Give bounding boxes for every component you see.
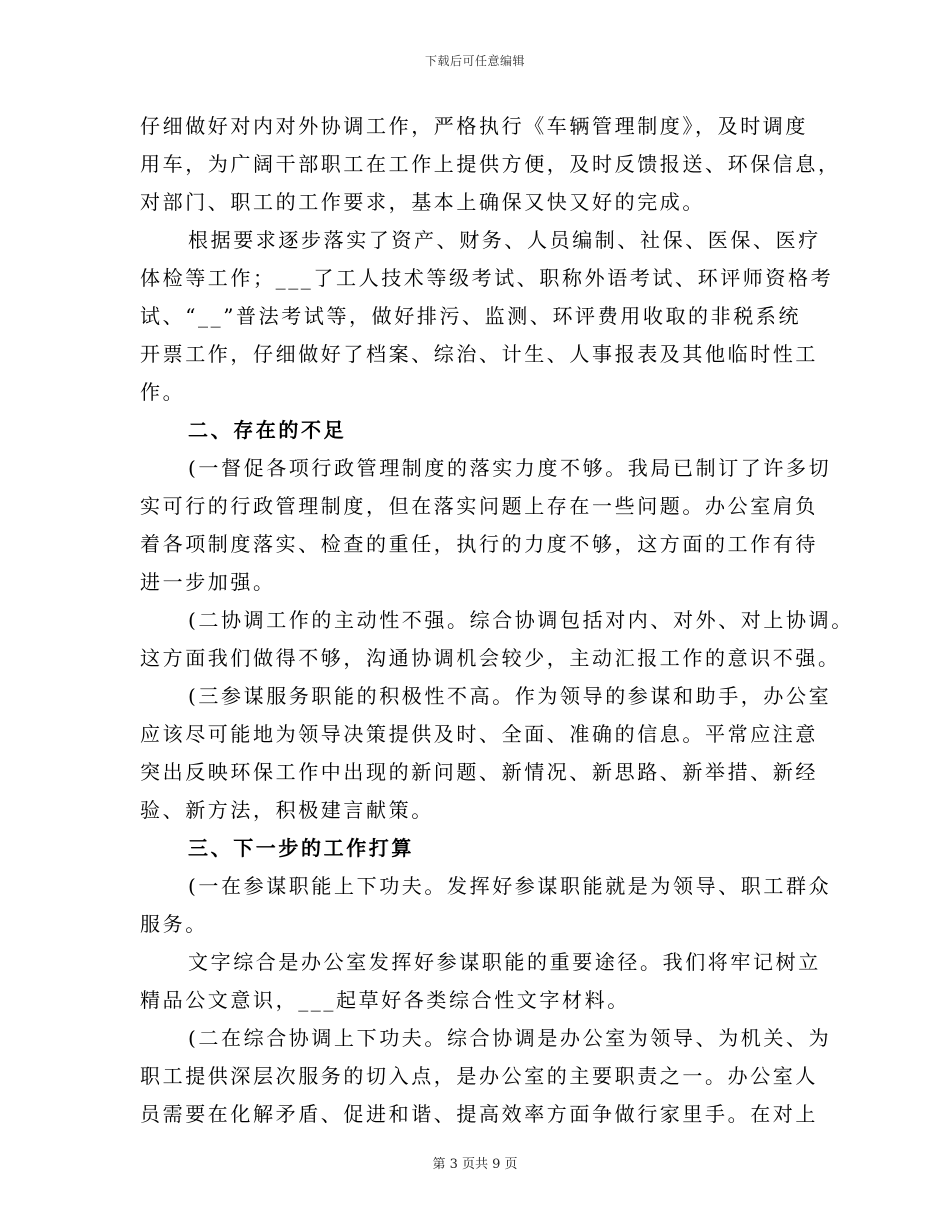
text-line: 这方面我们做得不够，沟通协调机会较少，主动汇报工作的意识不强。	[140, 646, 841, 670]
text-line: 进一步加强。	[140, 570, 276, 594]
text-line: 试、“__”普法考试等，做好排污、监测、环评费用收取的非税系统	[140, 304, 802, 328]
text-line: (二在综合协调上下功夫。综合协调是办公室为领导、为机关、为	[188, 1026, 832, 1050]
text-line: 文字综合是办公室发挥好参谋职能的重要途径。我们将牢记树立	[188, 950, 821, 974]
text-line: 开票工作，仔细做好了档案、综治、计生、人事报表及其他临时性工	[140, 342, 818, 366]
page-number-footer: 第 3 页共 9 页	[432, 1157, 518, 1172]
text-line: (一在参谋职能上下功夫。发挥好参谋职能就是为领导、职工群众	[188, 874, 832, 898]
text-line: 实可行的行政管理制度，但在落实问题上存在一些问题。办公室肩负	[140, 494, 818, 518]
text-line: (二协调工作的主动性不强。综合协调包括对内、对外、对上协调。	[188, 608, 854, 632]
text-line: 着各项制度落实、检查的重任，执行的力度不够，这方面的工作有待	[140, 532, 818, 556]
text-line: 对部门、职工的工作要求，基本上确保又快又好的完成。	[140, 190, 705, 214]
text-line: 职工提供深层次服务的切入点，是办公室的主要职责之一。办公室人	[140, 1064, 818, 1088]
text-line: 服务。	[140, 912, 208, 936]
text-line: 精品公文意识，___起草好各类综合性文字材料。	[140, 988, 630, 1012]
text-line: 验、新方法，积极建言献策。	[140, 798, 434, 822]
text-line: 作。	[140, 380, 186, 404]
text-line: (三参谋服务职能的积极性不高。作为领导的参谋和助手，办公室	[188, 684, 832, 708]
text-line: 突出反映环保工作中出现的新问题、新情况、新思路、新举措、新经	[140, 760, 818, 784]
section-heading: 三、下一步的工作打算	[188, 836, 414, 860]
text-line: 员需要在化解矛盾、促进和谐、提高效率方面争做行家里手。在对上	[140, 1102, 818, 1126]
text-line: 用车，为广阔干部职工在工作上提供方便，及时反馈报送、环保信息，	[140, 152, 841, 176]
text-line: (一督促各项行政管理制度的落实力度不够。我局已制订了许多切	[188, 456, 832, 480]
text-line: 体检等工作；___了工人技术等级考试、职称外语考试、环评师资格考	[140, 266, 834, 290]
text-line: 仔细做好对内对外协调工作，严格执行《车辆管理制度》，及时调度	[140, 114, 808, 138]
text-line: 根据要求逐步落实了资产、财务、人员编制、社保、医保、医疗	[188, 228, 821, 252]
section-heading: 二、存在的不足	[188, 418, 347, 442]
text-line: 应该尽可能地为领导决策提供及时、全面、准确的信息。平常应注意	[140, 722, 818, 746]
page-header: 下载后可任意编辑	[424, 54, 525, 68]
